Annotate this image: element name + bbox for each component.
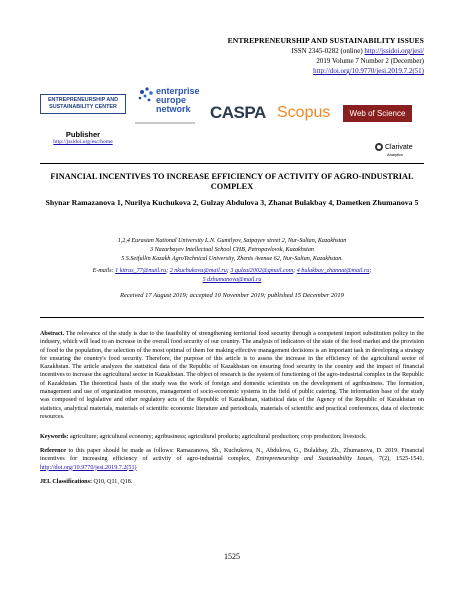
- paper-title: FINANCIAL INCENTIVES TO INCREASE EFFICIENCY OF ACTIVITY OF AGRO-INDUSTRIAL COMPLEX: [50, 172, 414, 191]
- web-of-science-logo: Web of Science: [343, 105, 412, 122]
- een-line-3: network: [156, 104, 191, 114]
- affiliation-1: 1,2,4 Eurasian National University L.N. Gumilyov, Satpayev street 2, Nur-Sultan, Kazakhstan: [117, 238, 347, 244]
- affiliations: [40, 237, 424, 264]
- abstract: [40, 330, 424, 421]
- emails-label: E-mails:: [92, 268, 116, 274]
- affiliation-2: 3 Nazarbayev Intellectual School CHB, Petropavlovsk, Kazakhstan: [150, 247, 314, 253]
- reference-tail: 7(2), 1525-1541.: [373, 456, 425, 463]
- issn-line: [228, 46, 424, 56]
- reference: [40, 447, 424, 472]
- email-2[interactable]: 2 nkuchukova@mail.ru: [169, 268, 227, 274]
- publisher-label: Publisher: [65, 130, 101, 139]
- een-logo: [132, 80, 202, 132]
- clarivate-icon: [375, 143, 383, 151]
- email-5[interactable]: 5 dzhumanova@mail.ru: [202, 277, 262, 283]
- jel-label: JEL Classifications:: [40, 479, 92, 485]
- reference-link[interactable]: http://doi.org/10.9770/jesi.2019.7.2(51): [40, 464, 137, 471]
- reference-journal: Entrepreneurship and Sustainability Issues,: [256, 456, 374, 463]
- email-1[interactable]: 1 kitrus_77@mail.ru: [115, 268, 167, 274]
- journal-header: [228, 36, 424, 76]
- keywords-label: Keywords:: [40, 434, 69, 440]
- journal-title: ENTREPRENEURSHIP AND SUSTAINABILITY ISSUES: [227, 36, 424, 45]
- volume-line: 2019 Volume 7 Number 2 (December): [316, 57, 424, 65]
- journal-link[interactable]: http://jssidoi.org/jesi/: [364, 47, 424, 55]
- publisher-block: [40, 94, 126, 145]
- paper-authors: Shynar Ramazanova 1, Nurilya Kuchukova 2, Gulzay Abdulova 3, Zhanat Bulakbay 4, Dametken Zhumanova 5: [45, 198, 419, 207]
- keywords-text: agriculture; agricultural economy; agribusiness; agricultural products; agricultural production; crop production; livestock.: [68, 434, 367, 440]
- publisher-link[interactable]: http://jssidoi.org/esc/home: [53, 139, 113, 145]
- doi-link[interactable]: http://doi.org/10.9770/jesi.2019.7.2(51): [313, 67, 424, 75]
- page-number: 1525: [224, 552, 240, 561]
- reference-label: Reference: [40, 448, 66, 454]
- clarivate-logo: [375, 143, 413, 158]
- een-star-icon: [139, 87, 153, 101]
- reference-text: to this paper should be made as follows: Ramazanova, Sh., Kuchukova, N., Abdulova, G., Bulakbay, Zh., Zhumanova, D. 2019. Financial incentives for increasing efficiency of activity of agro-industrial complex,: [40, 448, 424, 463]
- abstract-text: The relevance of the study is due to the feasibility of strengthening territorial food security through a competent import substitution policy in the industry, which will lead to an increase in the overall food security of our country. The analysis of indicators of the state of the food market and the provision of food to the population, the selection of the most optimal of them for making effective management decisions is an important task in developing a strategy for ensuring the country's food security. Therefore, the purpose of this article is to assess the increase in the efficiency of the agricultural sector of Kazakhstan. The article analyzes the statistical data of the Republic of Kazakhstan on ensuring food security in the country and the impact of financial incentives to increase the agricultural sector in Kazakhstan. The object of research is the system of functioning of the agro-industrial complex in the Republic of Kazakhstan. The theoretical basis of the study was the work of foreign and domestic scientists on the development of agribusiness. The formation, management and use of organization resources, management of socio-economic systems in the field of public catering. The information base of the study was composed of legislative and other regulatory acts of the Republic of Kazakhstan, statistical data of the Agency of the Republic of Kazakhstan on statistics, analytical materials, materials of scientific economic literature and periodicals, materials of scientific and practical conferences, data of electronic resources.: [40, 331, 425, 420]
- esc-logo: ENTREPRENEURSHIP AND SUSTAINABILITY CENTER: [40, 94, 126, 114]
- scopus-logo: Scopus: [277, 104, 331, 121]
- jel-classifications: [40, 478, 424, 486]
- clarivate-sub: Analytics: [387, 152, 404, 157]
- received-dates: Received 17 August 2019; accepted 10 November 2019; published 15 December 2019: [120, 292, 344, 299]
- email-4[interactable]: 4 bulakbay_zhannat@mail.ru: [296, 268, 370, 274]
- affiliation-3: 5 S.Seifullin Kazakh AgroTechnical University, Zhenis Avenue 62, Nur-Sultan, Kazakhstan.: [121, 256, 343, 262]
- abstract-divider: [40, 317, 424, 318]
- author-emails: E-mails: 1 kitrus_77@mail.ru; 2 nkuchukova@mail.ru; 3 gulzai2002@gmail.com; 4 bulakbay_zhannat@mail.ru; 5 dzhumanova@mail.ru: [92, 268, 372, 283]
- een-line-1: enterprise: [156, 86, 200, 96]
- header-divider: [40, 163, 424, 164]
- abstract-label: Abstract.: [40, 331, 65, 337]
- email-3[interactable]: 3 gulzai2002@gmail.com: [230, 268, 294, 274]
- een-line-2: europe: [156, 95, 187, 105]
- jel-text: Q10, Q11, Q18.: [91, 479, 133, 485]
- clarivate-name: Clarivate: [385, 143, 413, 151]
- keywords: [40, 433, 424, 441]
- caspa-logo: CASPA: [210, 103, 266, 122]
- doi-line: [228, 66, 424, 76]
- issn-text: ISSN 2345-0282 (online): [291, 47, 365, 55]
